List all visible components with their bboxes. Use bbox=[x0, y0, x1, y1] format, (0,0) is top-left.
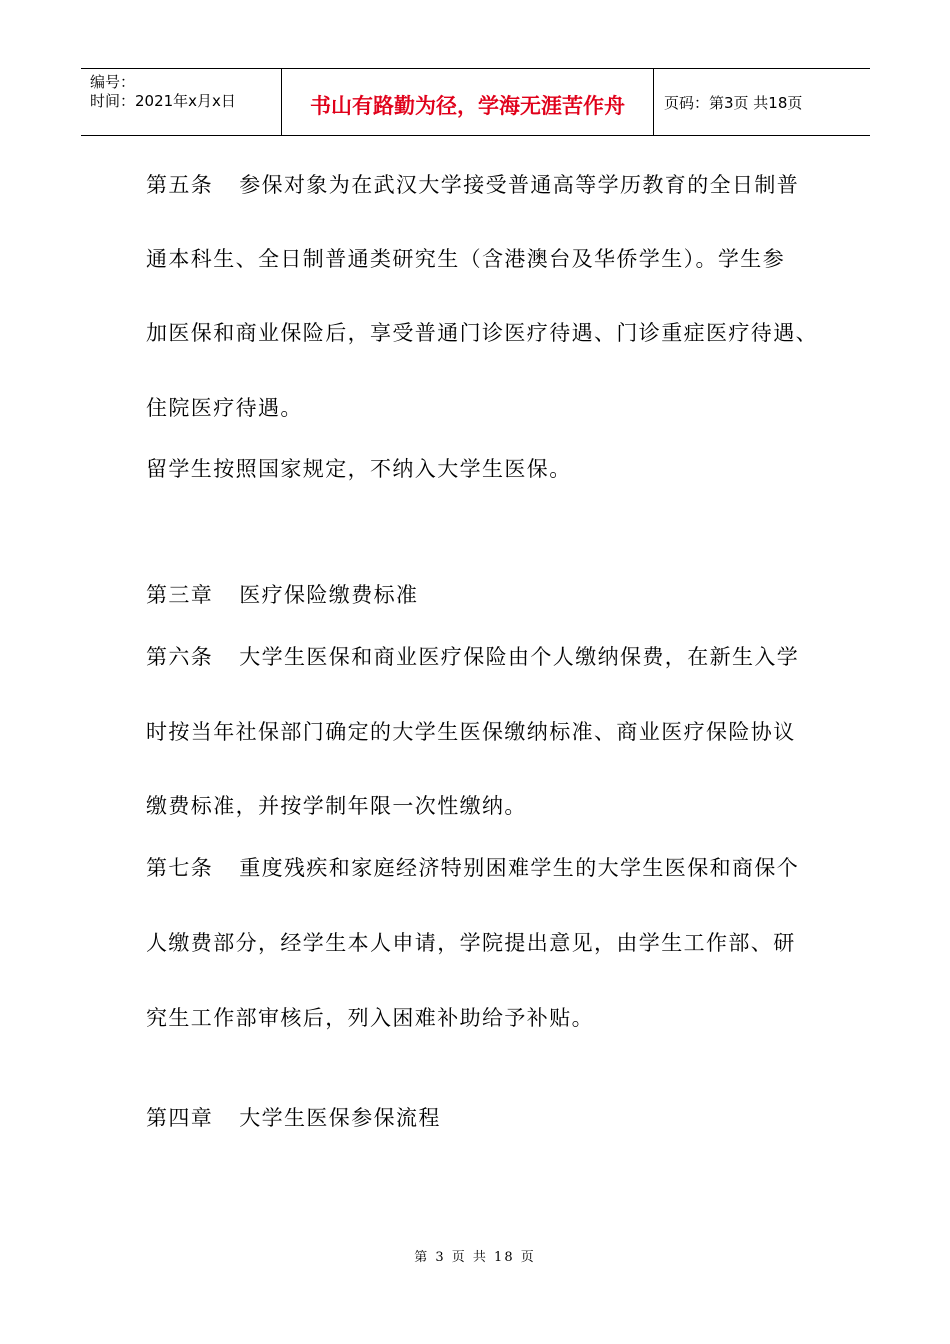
article-5-line-3: 加医保和商业保险后，享受普通门诊医疗待遇、门诊重症医疗待遇、 bbox=[146, 321, 818, 345]
article-5-line-2: 通本科生、全日制普通类研究生（含港澳台及华侨学生）。学生参 bbox=[146, 247, 786, 271]
article-6-heading: 第六条 bbox=[146, 645, 214, 669]
article-6-line-1 bbox=[146, 643, 799, 671]
article-7-heading: 第七条 bbox=[146, 856, 214, 880]
article-5-line-1 bbox=[146, 171, 799, 199]
chapter-3-heading bbox=[146, 581, 418, 609]
article-5-line-5: 留学生按照国家规定，不纳入大学生医保。 bbox=[146, 457, 572, 481]
chapter-4-number: 第四章 bbox=[146, 1106, 214, 1130]
chapter-3-title: 医疗保险缴费标准 bbox=[239, 583, 419, 607]
time-label: 时间：2021年x月x日 bbox=[90, 92, 236, 110]
page-info: 页码：第3页 共18页 bbox=[664, 93, 803, 112]
chapter-4-title: 大学生医保参保流程 bbox=[239, 1106, 441, 1130]
article-5-heading: 第五条 bbox=[146, 173, 214, 197]
header-motto-cell bbox=[282, 69, 654, 135]
article-7-line-2: 人缴费部分，经学生本人申请，学院提出意见，由学生工作部、研 bbox=[146, 931, 796, 955]
article-7-line-3: 究生工作部审核后，列入困难补助给予补贴。 bbox=[146, 1006, 594, 1030]
article-7-text-1: 重度残疾和家庭经济特别困难学生的大学生医保和商保个 bbox=[239, 856, 800, 880]
motto-text: 书山有路勤为径，学海无涯苦作舟 bbox=[310, 94, 625, 118]
article-5-text-1: 参保对象为在武汉大学接受普通高等学历教育的全日制普 bbox=[239, 173, 800, 197]
chapter-4-heading bbox=[146, 1104, 441, 1132]
article-5-line-4: 住院医疗待遇。 bbox=[146, 396, 303, 420]
article-6-line-3: 缴费标准，并按学制年限一次性缴纳。 bbox=[146, 794, 527, 818]
header-page-cell bbox=[654, 69, 870, 135]
article-6-line-2: 时按当年社保部门确定的大学生医保缴纳标准、商业医疗保险协议 bbox=[146, 720, 796, 744]
page-footer: 第 3 页 共 18 页 bbox=[414, 1250, 536, 1265]
number-label: 编号： bbox=[90, 73, 136, 91]
header-meta-cell bbox=[81, 69, 282, 135]
chapter-3-number: 第三章 bbox=[146, 583, 214, 607]
page-header bbox=[81, 68, 870, 136]
article-6-text-1: 大学生医保和商业医疗保险由个人缴纳保费，在新生入学 bbox=[239, 645, 800, 669]
article-7-line-1 bbox=[146, 854, 799, 882]
